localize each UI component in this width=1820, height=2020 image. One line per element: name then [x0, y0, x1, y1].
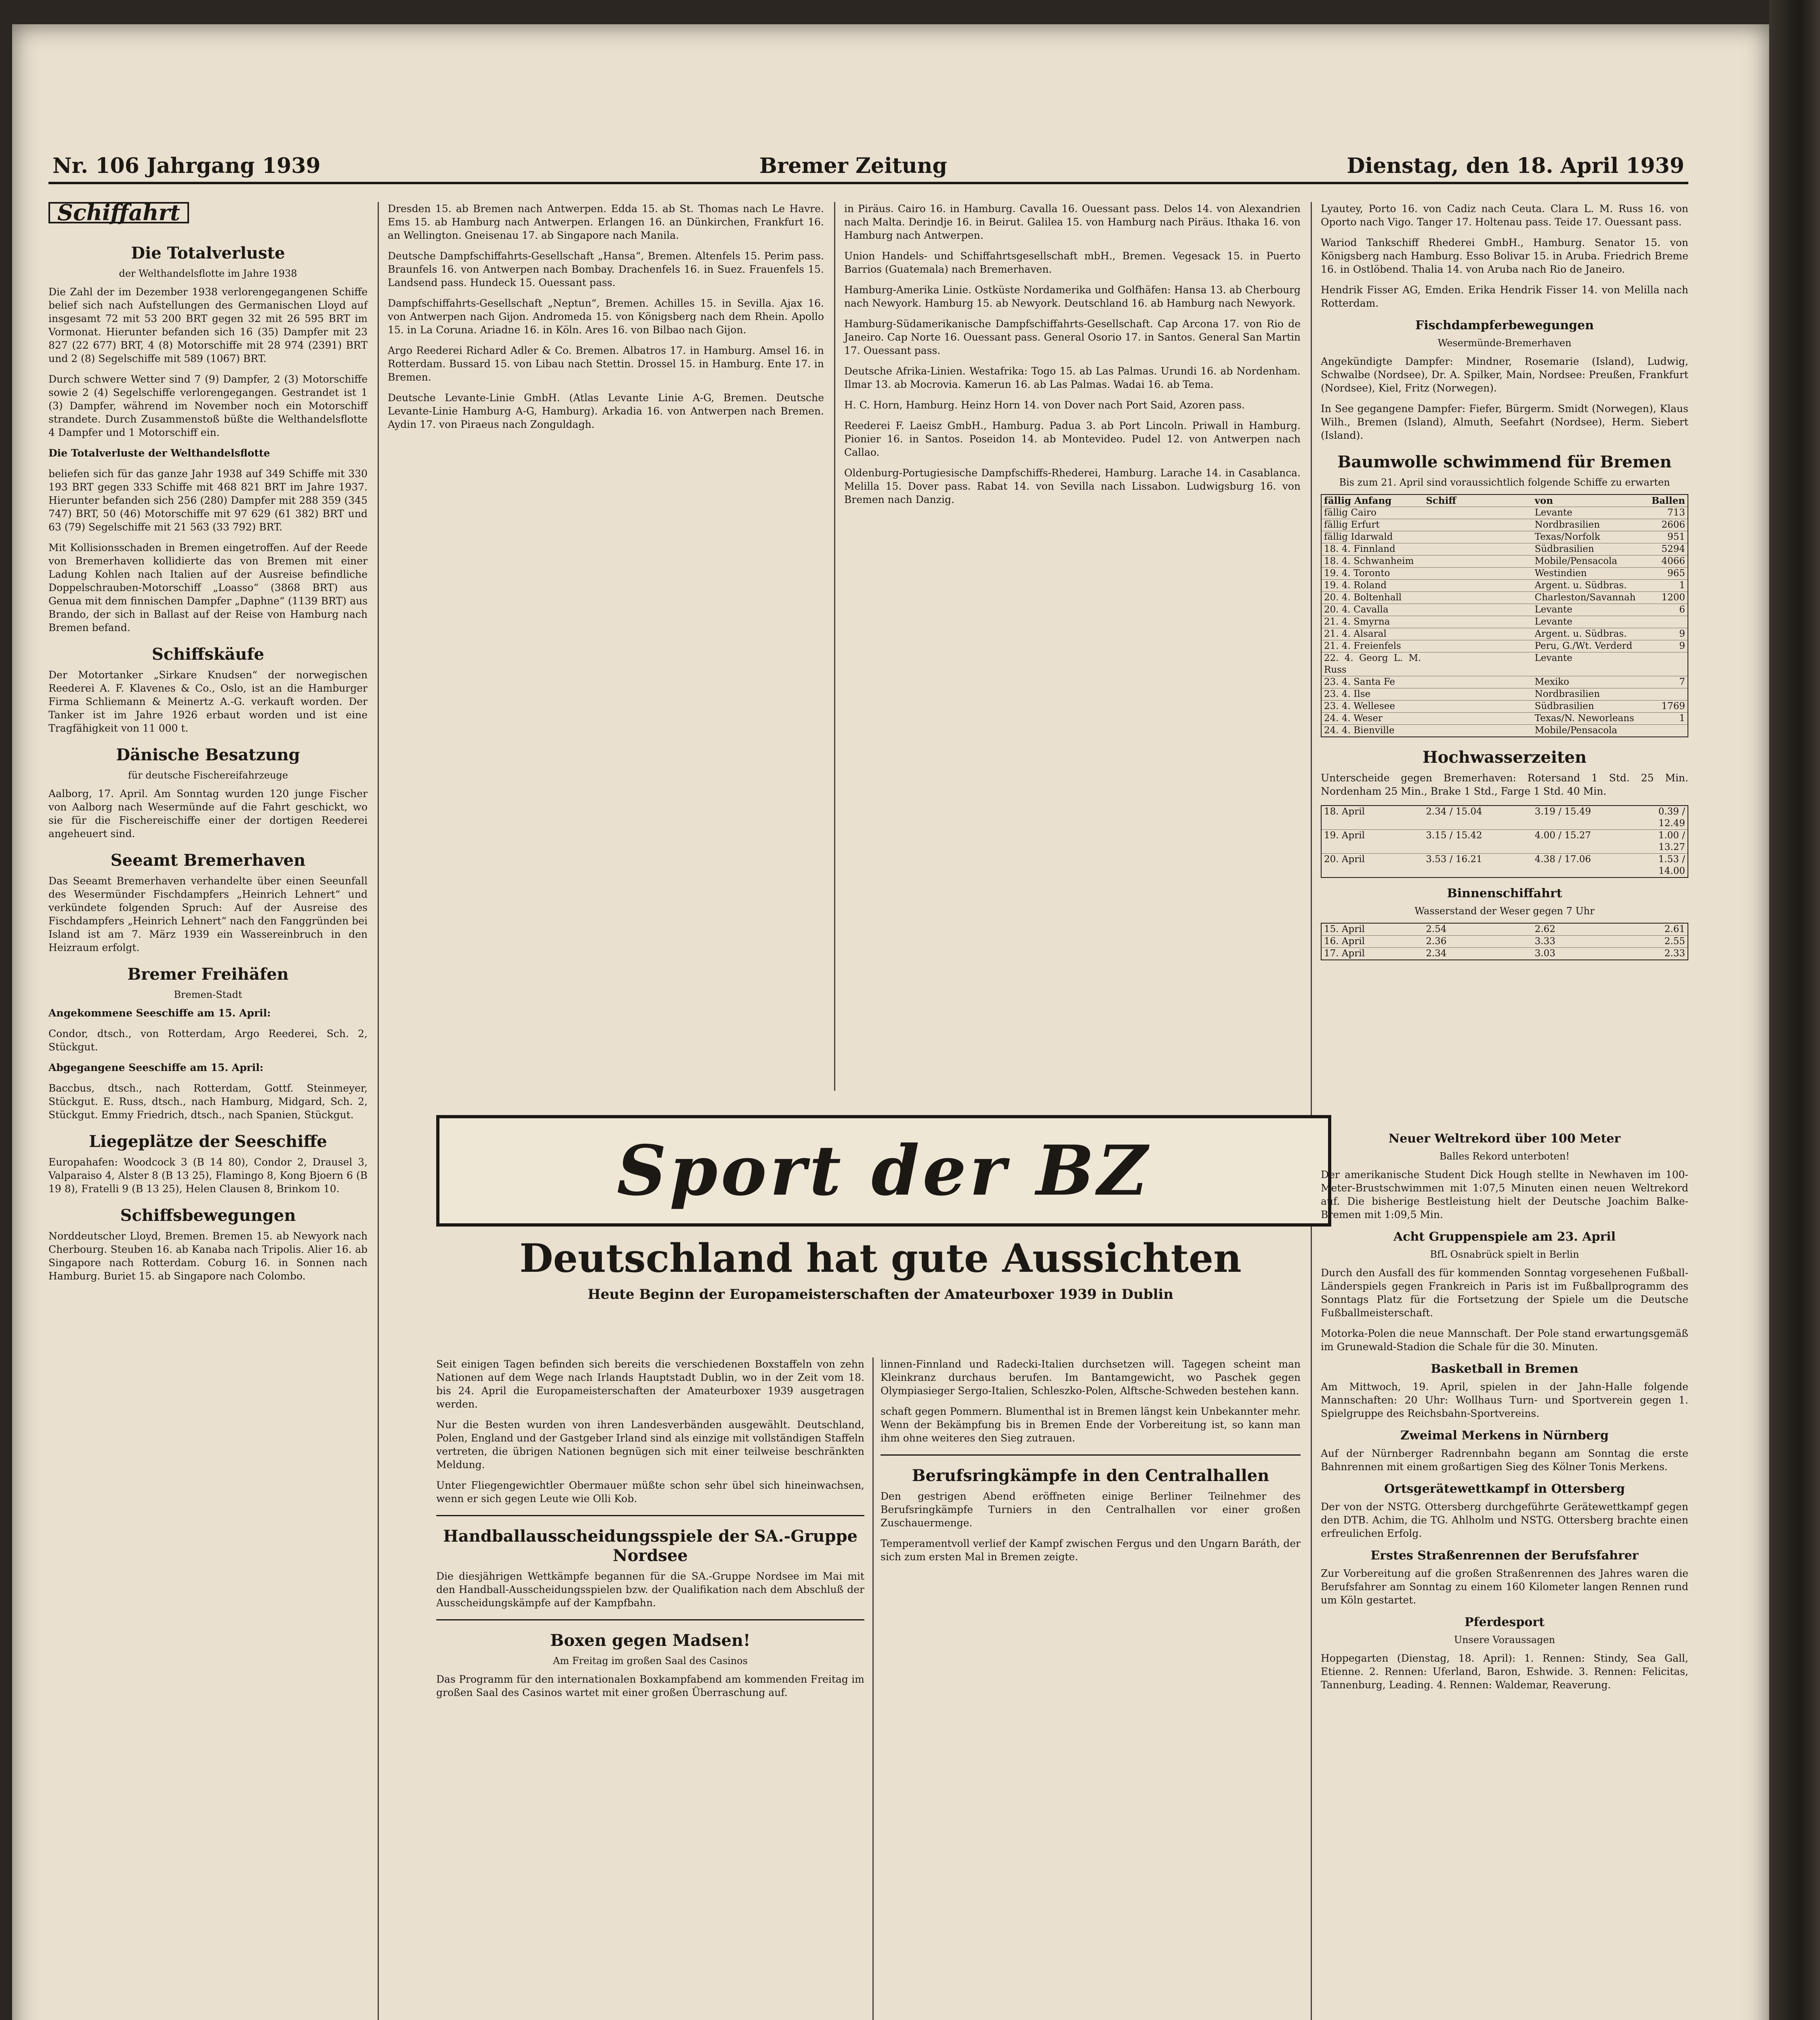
- headline-pferdesport: Pferdesport: [1465, 1615, 1545, 1629]
- table-cell: Texas/N. Neworleans: [1534, 713, 1634, 724]
- table-cell: [1423, 652, 1532, 676]
- table-cell: Mexiko: [1534, 677, 1569, 687]
- table-cell: [1423, 725, 1532, 736]
- table-row: [1322, 543, 1688, 556]
- article-paragraph: In See gegangene Dampfer: Fiefer, Bürgerm. Smidt (Norwegen), Klaus Wilh., Bremen (Island), Almuth, Seefahrt (Nordsee), Herm. Siebert (Island).: [1321, 403, 1688, 441]
- table-cell: 9: [1679, 641, 1685, 651]
- article-paragraph: Oldenburg-Portugiesische Dampfschiffs-Rhederei, Hamburg. Larache 14. in Casablanca. Melilla 15. Dover pass. Rabat 14. von Sevilla nach Lissabon. Ludwigsburg 16. von Bremen nach Danzig.: [844, 467, 1301, 505]
- table-cell: 4066: [1661, 556, 1685, 566]
- table-cell: 4.38 / 17.06: [1534, 854, 1591, 865]
- table-row: [1322, 948, 1688, 960]
- column-shipping-2: [388, 202, 824, 438]
- book-binding: [1769, 0, 1820, 2020]
- table-row: [1322, 531, 1688, 543]
- table-row: [1322, 507, 1688, 519]
- table-cell: 23. 4. Wellesee: [1324, 701, 1395, 711]
- table-cell: [1423, 604, 1532, 616]
- table-cell: Argent. u. Südbras.: [1534, 629, 1627, 639]
- article-bold-heading: Die Totalverluste der Welthandelsflotte: [48, 447, 270, 459]
- table-row: [1322, 556, 1688, 568]
- table-cell: 20. April: [1324, 854, 1365, 865]
- subheadline-fischdampfer: Wesermünde-Bremerhaven: [1438, 337, 1572, 349]
- article-paragraph: Condor, dtsch., von Rotterdam, Argo Reederei, Sch. 2, Stückgut.: [48, 1028, 368, 1053]
- table-cell: 3.53 / 16.21: [1426, 854, 1482, 865]
- article-paragraph: Deutsche Dampfschiffahrts-Gesellschaft „Hansa“, Bremen. Altenfels 15. Perim pass. Braunfels 16. von Antwerpen nach Bombay. Drachenfels 16. in Suez. Frauenfels 15. Landsend pass. Hundeck 15. Ouessant pass.: [388, 250, 824, 288]
- article-paragraph: Union Handels- und Schiffahrtsgesellschaft mbH., Bremen. Vegesack 15. in Puerto Barrios (Guatemala) nach Bremerhaven.: [844, 250, 1301, 275]
- divider: [881, 1454, 1301, 1456]
- table-cell: 0.39 / 12.49: [1658, 806, 1685, 829]
- table-cell: [1423, 701, 1532, 712]
- article-paragraph: Am Mittwoch, 19. April, spielen in der Jahn-Halle folgende Mannschaften: 20 Uhr: Wollhaus Turn- und Sportverein gegen 1. Spielgruppe des Reichsbahn-Sportvereins.: [1321, 1381, 1688, 1419]
- table-cell: Levante: [1534, 507, 1572, 518]
- headline-basketball: Basketball in Bremen: [1431, 1362, 1578, 1376]
- column-shipping-4: [1321, 202, 1688, 968]
- issue-date: Dienstag, den 18. April 1939: [1347, 154, 1684, 178]
- table-cell: [1641, 616, 1688, 628]
- table-cell: 24. 4. Bienville: [1324, 725, 1395, 736]
- table-cell: Mobile/Pensacola: [1534, 556, 1618, 566]
- table-cell: Levante: [1534, 653, 1572, 663]
- column-shipping-3: [844, 202, 1301, 513]
- table-cell: 4.00 / 15.27: [1534, 830, 1591, 841]
- table-row: [1322, 701, 1688, 713]
- column-sport-1: [436, 1357, 864, 1706]
- article-paragraph: Dresden 15. ab Bremen nach Antwerpen. Edda 15. ab St. Thomas nach Le Havre. Ems 15. ab Hamburg nach Antwerpen. Erlangen 16. an Dünkirchen, Frankfurt 16. an Wellington. Gneisenau 17. ab Singapore nach Manila.: [388, 203, 824, 241]
- table-cell: 2.36: [1426, 936, 1447, 947]
- table-cell: 21. 4. Freienfels: [1324, 641, 1401, 651]
- table-cell: [1423, 519, 1532, 531]
- tide-table: [1321, 805, 1688, 878]
- table-row: [1322, 568, 1688, 580]
- article-paragraph: Der Motortanker „Sirkare Knudsen“ der norwegischen Reederei A. F. Klavenes & Co., Oslo, ist an die Hamburger Firma Schliemann & Meinertz A.-G. verkauft worden. Der Tanker ist im Jahre 1926 erbaut worden und ist eine Tragfähigkeit von 11 000 t.: [48, 669, 368, 734]
- header-cell: Ballen: [1651, 495, 1685, 506]
- table-cell: 1: [1679, 580, 1685, 591]
- table-cell: [1423, 531, 1532, 543]
- table-cell: 2.62: [1534, 924, 1555, 934]
- table-cell: 9: [1679, 629, 1685, 639]
- newspaper-page: [12, 24, 1769, 2020]
- table-row: [1322, 936, 1688, 948]
- table-cell: 1769: [1661, 701, 1685, 711]
- article-paragraph: Durch schwere Wetter sind 7 (9) Dampfer, 2 (3) Motorschiffe sowie 2 (4) Segelschiffe verlorengegangen. Gestrandet ist 1 (3) Dampfer, während im November noch ein Motorschiff strandete. Durch Zusammenstoß büßte die Welthandelsflotte 4 Dampfer und 1 Motorschiff ein.: [48, 373, 368, 438]
- table-cell: 965: [1667, 568, 1685, 579]
- table-cell: 1.00 / 13.27: [1658, 830, 1685, 852]
- headline-daenische-besatzung: Dänische Besatzung: [116, 745, 300, 764]
- table-cell: [1641, 652, 1688, 676]
- table-cell: fällig Cairo: [1324, 507, 1377, 518]
- article-paragraph: Seit einigen Tagen befinden sich bereits die verschiedenen Boxstaffeln von zehn Nationen auf dem Wege nach Irlands Hauptstadt Dublin, wo in der Zeit vom 18. bis 24. April die Europameisterschaften der Amateurboxer 1939 ausgetragen werden.: [436, 1358, 864, 1410]
- table-cell: Peru, G./Wt. Verderd: [1534, 641, 1633, 651]
- table-cell: 18. April: [1324, 806, 1365, 817]
- table-cell: 19. 4. Toronto: [1324, 568, 1390, 579]
- headline-seeamt: Seeamt Bremerhaven: [110, 851, 306, 870]
- headline-schiffskaeufe: Schiffskäufe: [151, 645, 265, 664]
- article-paragraph: Hendrik Fisser AG, Emden. Erika Hendrik Fisser 14. von Melilla nach Rotterdam.: [1321, 284, 1688, 309]
- article-paragraph: Argo Reederei Richard Adler & Co. Bremen. Albatros 17. in Hamburg. Amsel 16. in Rotterdam. Bussard 15. von Libau nach Stettin. Drossel 15. in Hamburg. Ente 17. in Bremen.: [388, 345, 824, 383]
- article-paragraph: Dampfschiffahrts-Gesellschaft „Neptun“, Bremen. Achilles 15. in Sevilla. Ajax 16. von Antwerpen nach Gijon. Andromeda 15. von Königsberg nach dem Rhein. Apollo 15. in La Coruna. Ariadne 16. in Köln. Ares 16. von Bilbao nach Gijon.: [388, 297, 824, 336]
- article-paragraph: Deutsche Levante-Linie GmbH. (Atlas Levante Linie A-G, Bremen. Deutsche Levante-Linie Hamburg A-G, Hamburg). Arkadia 16. von Antwerpen nach Bremen. Aydin 17. von Piraeus nach Zonguldagh.: [388, 392, 824, 430]
- table-cell: Charleston/Savannah: [1534, 592, 1636, 603]
- table-row: [1322, 924, 1688, 936]
- table-cell: [1641, 688, 1688, 700]
- table-cell: 3.15 / 15.42: [1426, 830, 1482, 841]
- table-cell: 2.54: [1426, 924, 1447, 934]
- article-paragraph: Wariod Tankschiff Rhederei GmbH., Hamburg. Senator 15. von Königsberg nach Hamburg. Esso Bolivar 15. in Aruba. Friedrich Breme 16. in Ostlöbend. Thalia 14. von Aruba nach Rio de Janeiro.: [1321, 237, 1688, 275]
- table-cell: Argent. u. Südbras.: [1534, 580, 1627, 591]
- headline-boxen: Boxen gegen Madsen!: [550, 1631, 750, 1650]
- subheadline-baumwolle: Bis zum 21. April sind voraussichtlich folgende Schiffe zu erwarten: [1339, 477, 1670, 488]
- table-cell: Mobile/Pensacola: [1534, 725, 1618, 736]
- headline-strassenrennen: Erstes Straßenrennen der Berufsfahrer: [1370, 1549, 1639, 1563]
- table-row: [1322, 616, 1688, 628]
- headline-ottersberg: Ortsgerätewettkampf in Ottersberg: [1384, 1482, 1625, 1496]
- headline-schiffsbewegungen: Schiffsbewegungen: [120, 1206, 296, 1225]
- table-cell: Nordbrasilien: [1534, 520, 1600, 530]
- article-paragraph: Europahafen: Woodcock 3 (B 14 80), Condor 2, Drausel 3, Valparaiso 4, Alster 8 (B 13 25), Flamingo 8, Kong Bjoern 6 (B 19 8), Fratelli 9 (B 13 25), Helen Clausen 8, Brinkom 10.: [48, 1156, 368, 1195]
- subheadline-pferdesport: Unsere Voraussagen: [1454, 1634, 1555, 1645]
- table-cell: 20. 4. Cavalla: [1324, 604, 1389, 615]
- headline-fischdampfer: Fischdampferbewegungen: [1415, 318, 1594, 332]
- table-cell: 7: [1679, 677, 1685, 687]
- table-row: [1322, 604, 1688, 616]
- subheadline-weltrekord: Balles Rekord unterboten!: [1439, 1151, 1570, 1162]
- table-row: [1322, 854, 1688, 877]
- article-paragraph: Hamburg-Südamerikanische Dampfschiffahrts-Gesellschaft. Cap Arcona 17. von Rio de Janeiro. Cap Norte 16. Ouessant pass. General Osorio 17. in Santos. General San Martin 17. Ouessant pass.: [844, 318, 1301, 356]
- table-cell: 17. April: [1324, 948, 1365, 959]
- table-cell: 1.53 / 14.00: [1658, 854, 1685, 876]
- table-cell: 5294: [1661, 544, 1685, 554]
- sport-headline: Deutschland hat gute Aussichten: [519, 1235, 1242, 1281]
- table-row: [1322, 688, 1688, 701]
- article-bold-heading: Angekommene Seeschiffe am 15. April:: [48, 1007, 271, 1019]
- table-cell: 22. 4. Georg L. M. Russ: [1324, 653, 1421, 675]
- table-cell: [1423, 568, 1532, 579]
- table-cell: Westindien: [1534, 568, 1587, 579]
- article-paragraph: Hoppegarten (Dienstag, 18. April): 1. Rennen: Stindy, Sea Gall, Etienne. 2. Rennen: Uferland, Baron, Eshwide. 3. Rennen: Felicitas, Tannenburg, Leading. 4. Rennen: Waldemar, Reaverung.: [1321, 1652, 1688, 1691]
- article-paragraph: Die diesjährigen Wettkämpfe begannen für die SA.-Gruppe Nordsee im Mai mit den Handball-Ausscheidungsspielen bzw. der Qualifikation nach dem Abschluß der Ausscheidungskämpfe auf der Kampfbahn.: [436, 1570, 864, 1609]
- article-paragraph: Das Seeamt Bremerhaven verhandelte über einen Seeunfall des Wesermünder Fischdampfers „Heinrich Lehnert“ und verkündete folgenden Spruch: Auf der Ausreise des Fischdampfers „Heinrich Lehnert“ nach den Fanggründen bei Island ist am 7. März 1939 ein Wassereinbruch in den Heizraum erfolgt.: [48, 875, 368, 953]
- table-cell: [1423, 616, 1532, 628]
- table-row: [1322, 519, 1688, 531]
- headline-baumwolle: Baumwolle schwimmend für Bremen: [1337, 452, 1672, 471]
- table-cell: [1423, 592, 1532, 604]
- article-paragraph: Baccbus, dtsch., nach Rotterdam, Gottf. Steinmeyer, Stückgut. E. Russ, dtsch., nach Hamburg, Midgard, Sch. 2, Stückgut. Emmy Friedrich, dtsch., nach Spanien, Stückgut.: [48, 1082, 368, 1121]
- table-cell: 20. 4. Boltenhall: [1324, 592, 1402, 603]
- column-sport-2: [881, 1357, 1301, 1571]
- table-cell: 3.33: [1534, 936, 1555, 947]
- article-paragraph: Durch den Ausfall des für kommenden Sonntag vorgesehenen Fußball-Länderspiels gegen Frankreich in Paris ist im Fußballprogramm des Sonntags Platz für die Fortsetzung der Spiele um die Deutsche Fußballmeisterschaft.: [1321, 1267, 1688, 1319]
- cotton-table: [1321, 494, 1688, 737]
- article-paragraph: schaft gegen Pommern. Blumenthal ist in Bremen längst kein Unbekannter mehr. Wenn der Bekämpfung bis in Bremen Ende der Vorbereitung ist, so kann man ihm ohne weiteres den Sieg zutrauen.: [881, 1406, 1301, 1444]
- table-row: [1322, 713, 1688, 725]
- table-cell: 21. 4. Smyrna: [1324, 617, 1390, 627]
- article-paragraph: Der von der NSTG. Ottersberg durchgeführte Gerätewettkampf gegen den DTB. Achim, die TG. Ahlholm und NSTG. Ottersberg brachte einen erfreulichen Erfolg.: [1321, 1501, 1688, 1539]
- article-paragraph: Unterscheide gegen Bremerhaven: Rotersand 1 Std. 25 Min. Nordenham 25 Min., Brake 1 Std., Farge 1 Std. 40 Min.: [1321, 772, 1688, 797]
- article-paragraph: in Piräus. Cairo 16. in Hamburg. Cavalla 16. Ouessant pass. Delos 14. von Alexandrien nach Malta. Derindje 16. in Beirut. Galilea 15. von Hamburg nach Piräus. Ithaka 16. von Hamburg nach Antwerpen.: [844, 203, 1301, 241]
- article-paragraph: Zur Vorbereitung auf die großen Straßenrennen des Jahres waren die Berufsfahrer am Sonntag zu einem 160 Kilometer langen Rennen rund um Köln gestartet.: [1321, 1568, 1688, 1606]
- article-paragraph: Lyautey, Porto 16. von Cadiz nach Ceuta. Clara L. M. Russ 16. von Oporto nach Vigo. Tanger 17. Holtenau pass. Teide 17. Ouessant pass.: [1321, 203, 1688, 228]
- subheadline-binnenschiffahrt: Wasserstand der Weser gegen 7 Uhr: [1414, 905, 1595, 917]
- divider: [436, 1515, 864, 1516]
- article-paragraph: Deutsche Afrika-Linien. Westafrika: Togo 15. ab Las Palmas. Urundi 16. ab Nordenham. Ilmar 13. ab Mocrovia. Kamerun 16. ab Las Palmas. Wadai 16. ab Tema.: [844, 365, 1301, 390]
- headline-handball: Handballausscheidungsspiele der SA.-Gruppe Nordsee: [443, 1527, 858, 1565]
- article-paragraph: Norddeutscher Lloyd, Bremen. Bremen 15. ab Newyork nach Cherbourg. Steuben 16. ab Kanaba nach Tripolis. Alier 16. ab Singapore nach Rotterdam. Coburg 16. in Sonnen nach Hamburg. Buriet 15. ab Singapore nach Colombo.: [48, 1230, 368, 1282]
- subheadline-daenische-besatzung: für deutsche Fischereifahrzeuge: [128, 770, 288, 781]
- divider: [436, 1619, 864, 1620]
- table-cell: [1423, 688, 1532, 700]
- article-paragraph: Auf der Nürnberger Radrennbahn begann am Sonntag die erste Bahnrennen mit einem großartigen Sieg des Kölner Tonis Merkens.: [1321, 1448, 1688, 1473]
- subheadline-totalverluste: der Welthandelsflotte im Jahre 1938: [119, 268, 297, 279]
- article-paragraph: Mit Kollisionsschaden in Bremen eingetroffen. Auf der Reede von Bremerhaven kollidierte das von Bremen mit einer Ladung Kohlen nach Italien auf der Ausreise befindliche Doppelschrauben-Motorschiff „Loasso“ (3868 BRT) aus Genua mit dem finnischen Dampfer „Daphne“ (1139 BRT) aus Brando, der sich in Ballast auf der Reise von Hamburg nach Bremen befand.: [48, 542, 368, 633]
- table-cell: [1423, 676, 1532, 688]
- table-cell: fällig Erfurt: [1324, 520, 1380, 530]
- table-cell: 2606: [1661, 520, 1685, 530]
- table-cell: [1423, 580, 1532, 591]
- article-paragraph: beliefen sich für das ganze Jahr 1938 auf 349 Schiffe mit 330 193 BRT gegen 333 Schiffe mit 468 821 BRT im Jahre 1937. Hierunter befanden sich 256 (280) Dampfer mit 288 359 (345 747) BRT, 50 (46) Motorschiffe mit 97 629 (61 382) BRT und 63 (79) Segelschiffe mit 21 563 (33 792) BRT.: [48, 468, 368, 533]
- table-cell: 1200: [1661, 592, 1685, 603]
- table-cell: [1423, 507, 1532, 519]
- header-cell: von: [1534, 495, 1553, 506]
- cotton-table-body: [1322, 507, 1688, 736]
- table-cell: 23. 4. Santa Fe: [1324, 677, 1395, 687]
- table-cell: [1423, 640, 1532, 652]
- subheadline-gruppenspiele: BfL Osnabrück spielt in Berlin: [1430, 1249, 1579, 1260]
- table-row: [1322, 676, 1688, 688]
- table-cell: Südbrasilien: [1534, 544, 1594, 554]
- table-cell: Levante: [1534, 617, 1572, 627]
- headline-freihaefen: Bremer Freihäfen: [127, 965, 289, 984]
- table-row: [1322, 652, 1688, 676]
- table-cell: [1423, 628, 1532, 640]
- article-paragraph: Der amerikanische Student Dick Hough stellte in Newhaven im 100-Meter-Brustschwimmen mit 1:07,5 Minuten einen neuen Weltrekord auf. Die bisherige Bestleistung hielt der Deutsche Joachim Balke-Bremen mit 1:09,5 Min.: [1321, 1169, 1688, 1220]
- column-sport-3: [1321, 1123, 1688, 1699]
- table-row: [1322, 830, 1688, 854]
- table-cell: Texas/Norfolk: [1534, 532, 1600, 542]
- table-cell: 18. 4. Schwanheim: [1324, 556, 1414, 566]
- article-paragraph: H. C. Horn, Hamburg. Heinz Horn 14. von Dover nach Port Said, Azoren pass.: [844, 399, 1245, 411]
- table-row: [1322, 806, 1688, 830]
- table-cell: 3.19 / 15.49: [1534, 806, 1591, 817]
- table-cell: 21. 4. Alsaral: [1324, 629, 1387, 639]
- article-paragraph: Nur die Besten wurden von ihren Landesverbänden ausgewählt. Deutschland, Polen, England und der Gastgeber Irland sind als einzige mit vollständigen Staffeln vertreten, die übrigen Nationen begnügen sich mit einer teilweise beschränkten Meldung.: [436, 1419, 864, 1471]
- headline-merkens: Zweimal Merkens in Nürnberg: [1400, 1429, 1609, 1443]
- column-rule: [378, 202, 379, 2020]
- table-cell: 19. April: [1324, 830, 1365, 841]
- headline-weltrekord: Neuer Weltrekord über 100 Meter: [1388, 1132, 1621, 1146]
- table-cell: Südbrasilien: [1534, 701, 1594, 711]
- table-cell: Nordbrasilien: [1534, 689, 1600, 699]
- sport-banner: [436, 1115, 1331, 1227]
- table-cell: 24. 4. Weser: [1324, 713, 1383, 724]
- header-cell: Schiff: [1426, 495, 1456, 506]
- table-cell: fällig Idarwald: [1324, 532, 1393, 542]
- table-cell: 2.34: [1426, 948, 1447, 959]
- header-cell: fällig Anfang: [1324, 495, 1392, 506]
- newspaper-title: Bremer Zeitung: [759, 154, 947, 178]
- table-cell: 3.03: [1534, 948, 1555, 959]
- headline-berufsringkaempfe: Berufsringkämpfe in den Centralhallen: [912, 1466, 1269, 1485]
- headline-liegeplaetze: Liegeplätze der Seeschiffe: [89, 1132, 327, 1151]
- table-cell: Levante: [1534, 604, 1572, 615]
- section-title-schiffahrt: Schiffahrt: [48, 202, 189, 223]
- table-cell: 16. April: [1324, 936, 1365, 947]
- table-cell: 951: [1667, 532, 1685, 542]
- table-cell: 19. 4. Roland: [1324, 580, 1387, 591]
- headline-binnenschiffahrt: Binnenschiffahrt: [1447, 886, 1562, 901]
- table-row: [1322, 640, 1688, 652]
- table-row: [1322, 580, 1688, 592]
- table-cell: 1: [1679, 713, 1685, 724]
- article-paragraph: linnen-Finnland und Radecki-Italien durchsetzen will. Tagegen scheint man Kleinkranz durchaus berufen. Im Bantamgewicht, wo Paschek gegen Olympiasieger Sergo-Italien, Schleszko-Polen, Alftsche-Schweden bestehen kann.: [881, 1358, 1301, 1397]
- article-paragraph: Temperamentvoll verlief der Kampf zwischen Fergus und den Ungarn Baráth, der sich zum ersten Mal in Bremen zeigte.: [881, 1538, 1301, 1563]
- article-paragraph: Den gestrigen Abend eröffneten einige Berliner Teilnehmer des Berufsringkämpfe Turniers in den Centralhallen vor einer großen Zuschauermenge.: [881, 1490, 1301, 1529]
- sport-banner-title: Sport der BZ: [617, 1130, 1151, 1211]
- article-paragraph: Das Programm für den internationalen Boxkampfabend am kommenden Freitag im großen Saal des Casinos wartet mit einer großen Überraschung auf.: [436, 1673, 864, 1698]
- subheadline-boxen: Am Freitag im großen Saal des Casinos: [553, 1655, 748, 1666]
- article-paragraph: Aalborg, 17. April. Am Sonntag wurden 120 junge Fischer von Aalborg nach Wesermünde auf die Fahrt geschickt, wo sie für die Fischereischiffe einer der dortigen Reederei angeheuert sind.: [48, 788, 368, 840]
- table-cell: [1423, 713, 1532, 724]
- issue-info: Nr. 106 Jahrgang 1939: [53, 154, 321, 178]
- article-paragraph: Hamburg-Amerika Linie. Ostküste Nordamerika und Golfhäfen: Hansa 13. ab Cherbourg nach Newyork. Hamburg 15. ab Newyork. Deutschland 16. ab Hamburg nach Newyork.: [844, 284, 1301, 309]
- table-cell: 2.34 / 15.04: [1426, 806, 1482, 817]
- headline-hochwasser: Hochwasserzeiten: [1422, 748, 1587, 767]
- table-row: [1322, 725, 1688, 736]
- sport-headline-block: [436, 1236, 1325, 1302]
- article-paragraph: Reederei F. Laeisz GmbH., Hamburg. Padua 3. ab Port Lincoln. Priwall in Hamburg. Pionier 16. in Santos. Poseidon 14. ab Montevideo. Pudel 12. von Antwerpen nach Callao.: [844, 420, 1301, 458]
- table-row: [1322, 592, 1688, 604]
- table-cell: 2.55: [1664, 936, 1685, 947]
- table-cell: 18. 4. Finnland: [1324, 544, 1395, 554]
- table-row: [1322, 628, 1688, 640]
- headline-totalverluste: Die Totalverluste: [131, 244, 285, 263]
- article-paragraph: Angekündigte Dampfer: Mindner, Rosemarie (Island), Ludwig, Schwalbe (Nordsee), Dr. A. Spilker, Main, Nordsee: Preußen, Frankfurt (Nordsee), Kiel, Fritz (Norwegen).: [1321, 356, 1688, 394]
- table-cell: 2.33: [1664, 948, 1685, 959]
- table-cell: [1423, 543, 1532, 555]
- column-rule: [872, 1357, 874, 2020]
- table-cell: 2.61: [1664, 924, 1685, 934]
- water-level-table: [1321, 923, 1688, 960]
- headline-gruppenspiele: Acht Gruppenspiele am 23. April: [1393, 1230, 1616, 1244]
- cotton-table-header: [1322, 495, 1688, 507]
- sport-subheadline: Heute Beginn der Europameisterschaften der Amateurboxer 1939 in Dublin: [587, 1286, 1174, 1302]
- column-rule: [834, 202, 835, 1091]
- table-cell: [1423, 556, 1532, 567]
- table-cell: [1641, 725, 1688, 736]
- masthead: [48, 145, 1688, 184]
- column-rule: [1311, 202, 1312, 2020]
- table-cell: 23. 4. Ilse: [1324, 689, 1370, 699]
- table-cell: 15. April: [1324, 924, 1365, 934]
- article-paragraph: Die Zahl der im Dezember 1938 verlorengegangenen Schiffe belief sich nach Aufstellungen des Germanischen Lloyd auf insgesamt 72 mit 53 200 BRT gegen 32 mit 26 595 BRT im Vormonat. Hierunter befanden sich 16 (35) Dampfer mit 23 827 (22 677) BRT, 4 (8) Motorschiffe mit 28 974 (2391) BRT und 2 (8) Segelschiffe mit 589 (1067) BRT.: [48, 286, 368, 364]
- article-bold-heading: Abgegangene Seeschiffe am 15. April:: [48, 1062, 264, 1073]
- column-shipping-1: [48, 202, 368, 1290]
- article-paragraph: Unter Fliegengewichtler Obermauer müßte schon sehr übel sich hineinwachsen, wenn er sich gegen Leute wie Olli Kob.: [436, 1479, 864, 1504]
- subheadline-freihaefen: Bremen-Stadt: [174, 989, 242, 1000]
- article-paragraph: Motorka-Polen die neue Mannschaft. Der Pole stand erwartungsgemäß im Grunewald-Stadion die Schale für die 30. Minuten.: [1321, 1328, 1688, 1353]
- table-cell: 713: [1667, 507, 1685, 518]
- table-cell: 6: [1679, 604, 1685, 615]
